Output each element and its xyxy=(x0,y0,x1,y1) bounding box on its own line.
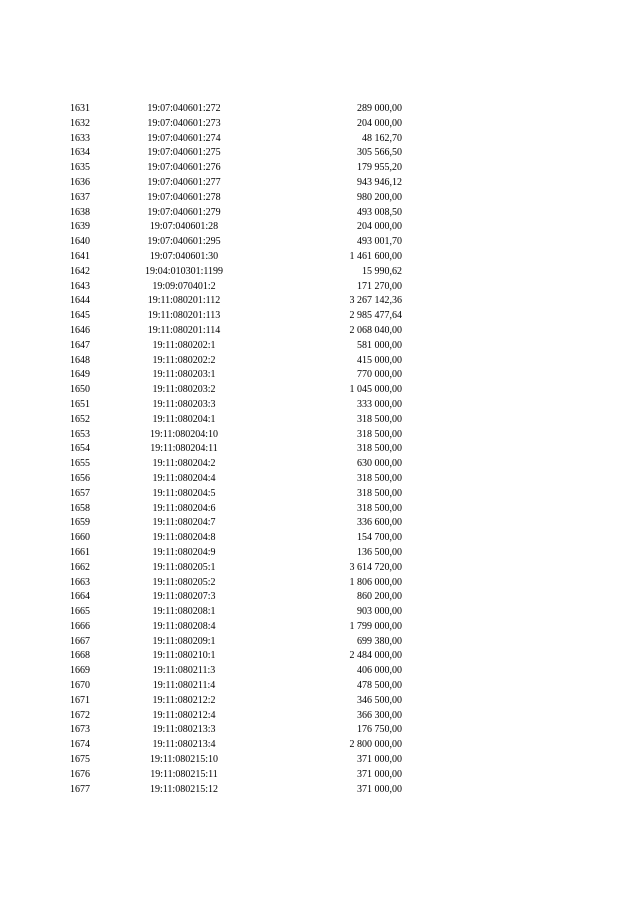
cadastral-number: 19:11:080204:11 xyxy=(150,443,218,455)
cadastral-value: 1 461 600,00 xyxy=(349,250,402,262)
cadastral-number: 19:11:080215:11 xyxy=(150,768,218,780)
table-row xyxy=(0,649,640,664)
table-row xyxy=(0,768,640,783)
table-row xyxy=(0,250,640,265)
row-number: 1645 xyxy=(70,310,90,322)
row-number: 1647 xyxy=(70,339,90,351)
cadastral-number: 19:11:080205:2 xyxy=(152,576,216,588)
cadastral-number: 19:11:080208:4 xyxy=(152,620,216,632)
row-number: 1656 xyxy=(70,472,90,484)
cadastral-number: 19:11:080212:4 xyxy=(152,709,216,721)
cadastral-value: 943 946,12 xyxy=(357,176,402,188)
row-number: 1660 xyxy=(70,532,90,544)
row-number: 1658 xyxy=(70,502,90,514)
cadastral-value: 1 799 000,00 xyxy=(349,620,402,632)
table-row xyxy=(0,368,640,383)
row-number: 1676 xyxy=(70,768,90,780)
cadastral-value: 371 000,00 xyxy=(357,783,402,795)
row-number: 1677 xyxy=(70,783,90,795)
row-number: 1642 xyxy=(70,265,90,277)
cadastral-value: 336 600,00 xyxy=(357,517,402,529)
row-number: 1638 xyxy=(70,206,90,218)
cadastral-value: 493 001,70 xyxy=(357,236,402,248)
row-number: 1659 xyxy=(70,517,90,529)
row-number: 1636 xyxy=(70,176,90,188)
table-row xyxy=(0,176,640,191)
cadastral-number: 19:11:080208:1 xyxy=(152,606,216,618)
cadastral-value: 333 000,00 xyxy=(357,398,402,410)
cadastral-number: 19:07:040601:278 xyxy=(147,191,221,203)
cadastral-value: 770 000,00 xyxy=(357,369,402,381)
cadastral-number: 19:07:040601:274 xyxy=(147,132,221,144)
cadastral-number: 19:07:040601:272 xyxy=(147,103,221,114)
table-row xyxy=(0,605,640,620)
row-number: 1654 xyxy=(70,443,90,455)
table-row xyxy=(0,502,640,517)
table-row xyxy=(0,206,640,221)
cadastral-value: 318 500,00 xyxy=(357,428,402,440)
cadastral-number: 19:11:080203:1 xyxy=(152,369,216,381)
cadastral-number: 19:11:080205:1 xyxy=(152,561,216,573)
cadastral-number: 19:11:080204:10 xyxy=(150,428,218,440)
cadastral-number: 19:11:080204:8 xyxy=(152,532,216,544)
table-row xyxy=(0,694,640,709)
table-row xyxy=(0,235,640,250)
row-number: 1653 xyxy=(70,428,90,440)
cadastral-value: 478 500,00 xyxy=(357,680,402,692)
cadastral-number: 19:11:080204:7 xyxy=(152,517,216,529)
cadastral-number: 19:09:070401:2 xyxy=(152,280,216,292)
table-row xyxy=(0,398,640,413)
cadastral-value: 2 985 477,64 xyxy=(349,310,402,322)
table-row xyxy=(0,723,640,738)
cadastral-value: 318 500,00 xyxy=(357,472,402,484)
row-number: 1661 xyxy=(70,546,90,558)
cadastral-value: 318 500,00 xyxy=(357,413,402,425)
cadastral-value: 406 000,00 xyxy=(357,665,402,677)
cadastral-number: 19:11:080215:12 xyxy=(150,783,218,795)
cadastral-value: 176 750,00 xyxy=(357,724,402,736)
cadastral-value: 136 500,00 xyxy=(357,546,402,558)
table-row xyxy=(0,783,640,798)
row-number: 1669 xyxy=(70,665,90,677)
cadastral-value: 2 068 040,00 xyxy=(349,324,402,336)
cadastral-value: 318 500,00 xyxy=(357,487,402,499)
cadastral-value: 581 000,00 xyxy=(357,339,402,351)
row-number: 1641 xyxy=(70,250,90,262)
table-row xyxy=(0,576,640,591)
table-row xyxy=(0,294,640,309)
row-number: 1635 xyxy=(70,162,90,174)
cadastral-number: 19:07:040601:277 xyxy=(147,176,221,188)
row-number: 1644 xyxy=(70,295,90,307)
cadastral-value: 860 200,00 xyxy=(357,591,402,603)
row-number: 1640 xyxy=(70,236,90,248)
cadastral-value-table xyxy=(0,102,640,797)
row-number: 1631 xyxy=(70,103,90,114)
row-number: 1667 xyxy=(70,635,90,647)
table-row xyxy=(0,324,640,339)
table-row xyxy=(0,339,640,354)
cadastral-value: 699 380,00 xyxy=(357,635,402,647)
cadastral-value: 3 614 720,00 xyxy=(349,561,402,573)
table-row xyxy=(0,590,640,605)
row-number: 1663 xyxy=(70,576,90,588)
cadastral-number: 19:11:080212:2 xyxy=(152,694,216,706)
cadastral-value: 371 000,00 xyxy=(357,768,402,780)
table-row xyxy=(0,161,640,176)
table-row xyxy=(0,309,640,324)
cadastral-number: 19:07:040601:28 xyxy=(149,221,219,233)
row-number: 1652 xyxy=(70,413,90,425)
row-number: 1643 xyxy=(70,280,90,292)
table-row xyxy=(0,428,640,443)
cadastral-number: 19:11:080207:3 xyxy=(152,591,216,603)
cadastral-value: 204 000,00 xyxy=(357,117,402,129)
row-number: 1650 xyxy=(70,384,90,396)
cadastral-value: 171 270,00 xyxy=(357,280,402,292)
cadastral-number: 19:11:080211:3 xyxy=(152,665,216,677)
cadastral-value: 366 300,00 xyxy=(357,709,402,721)
cadastral-value: 371 000,00 xyxy=(357,754,402,766)
table-row xyxy=(0,413,640,428)
table-row xyxy=(0,102,640,117)
cadastral-number: 19:07:040601:276 xyxy=(147,162,221,174)
cadastral-number: 19:11:080209:1 xyxy=(152,635,216,647)
cadastral-value: 493 008,50 xyxy=(357,206,402,218)
cadastral-number: 19:04:010301:1199 xyxy=(145,265,223,277)
cadastral-value: 1 045 000,00 xyxy=(349,384,402,396)
cadastral-number: 19:11:080204:4 xyxy=(152,472,216,484)
cadastral-value: 980 200,00 xyxy=(357,191,402,203)
row-number: 1673 xyxy=(70,724,90,736)
cadastral-value: 15 990,62 xyxy=(362,265,402,277)
row-number: 1639 xyxy=(70,221,90,233)
table-row xyxy=(0,472,640,487)
row-number: 1675 xyxy=(70,754,90,766)
row-number: 1665 xyxy=(70,606,90,618)
cadastral-value: 48 162,70 xyxy=(362,132,402,144)
table-row xyxy=(0,753,640,768)
table-row xyxy=(0,146,640,161)
cadastral-number: 19:07:040601:295 xyxy=(147,236,221,248)
cadastral-number: 19:11:080204:2 xyxy=(152,458,216,470)
row-number: 1634 xyxy=(70,147,90,159)
cadastral-number: 19:11:080204:6 xyxy=(152,502,216,514)
cadastral-number: 19:11:080201:113 xyxy=(147,310,221,322)
table-row xyxy=(0,635,640,650)
table-row xyxy=(0,738,640,753)
cadastral-number: 19:11:080203:3 xyxy=(152,398,216,410)
row-number: 1649 xyxy=(70,369,90,381)
cadastral-number: 19:11:080201:114 xyxy=(147,324,221,336)
row-number: 1668 xyxy=(70,650,90,662)
table-row xyxy=(0,132,640,147)
cadastral-value: 2 484 000,00 xyxy=(349,650,402,662)
table-row xyxy=(0,191,640,206)
row-number: 1672 xyxy=(70,709,90,721)
table-row xyxy=(0,487,640,502)
cadastral-number: 19:11:080204:9 xyxy=(152,546,216,558)
table-row xyxy=(0,354,640,369)
cadastral-number: 19:07:040601:273 xyxy=(147,117,221,129)
cadastral-value: 346 500,00 xyxy=(357,694,402,706)
cadastral-number: 19:11:080202:2 xyxy=(152,354,216,366)
cadastral-number: 19:07:040601:279 xyxy=(147,206,221,218)
cadastral-number: 19:07:040601:275 xyxy=(147,147,221,159)
row-number: 1670 xyxy=(70,680,90,692)
cadastral-value: 1 806 000,00 xyxy=(349,576,402,588)
row-number: 1632 xyxy=(70,117,90,129)
cadastral-value: 2 800 000,00 xyxy=(349,739,402,751)
cadastral-value: 179 955,20 xyxy=(357,162,402,174)
cadastral-value: 289 000,00 xyxy=(357,103,402,114)
cadastral-number: 19:11:080202:1 xyxy=(152,339,216,351)
cadastral-value: 415 000,00 xyxy=(357,354,402,366)
cadastral-value: 305 566,50 xyxy=(357,147,402,159)
row-number: 1671 xyxy=(70,694,90,706)
row-number: 1651 xyxy=(70,398,90,410)
cadastral-value: 318 500,00 xyxy=(357,443,402,455)
table-row xyxy=(0,280,640,295)
table-row xyxy=(0,457,640,472)
row-number: 1633 xyxy=(70,132,90,144)
table-row xyxy=(0,442,640,457)
row-number: 1664 xyxy=(70,591,90,603)
cadastral-number: 19:11:080203:2 xyxy=(152,384,216,396)
cadastral-number: 19:11:080213:3 xyxy=(152,724,216,736)
row-number: 1666 xyxy=(70,620,90,632)
cadastral-number: 19:11:080215:10 xyxy=(150,754,218,766)
table-row xyxy=(0,531,640,546)
cadastral-number: 19:11:080211:4 xyxy=(152,680,216,692)
table-row xyxy=(0,383,640,398)
row-number: 1648 xyxy=(70,354,90,366)
table-row xyxy=(0,516,640,531)
table-row xyxy=(0,265,640,280)
row-number: 1674 xyxy=(70,739,90,751)
cadastral-value: 3 267 142,36 xyxy=(349,295,402,307)
table-row xyxy=(0,117,640,132)
row-number: 1637 xyxy=(70,191,90,203)
cadastral-number: 19:11:080201:112 xyxy=(147,295,221,307)
cadastral-number: 19:11:080204:1 xyxy=(152,413,216,425)
cadastral-value: 318 500,00 xyxy=(357,502,402,514)
table-row xyxy=(0,709,640,724)
row-number: 1646 xyxy=(70,324,90,336)
table-row xyxy=(0,220,640,235)
table-row xyxy=(0,561,640,576)
table-row xyxy=(0,679,640,694)
row-number: 1657 xyxy=(70,487,90,499)
cadastral-number: 19:11:080204:5 xyxy=(152,487,216,499)
cadastral-value: 154 700,00 xyxy=(357,532,402,544)
cadastral-number: 19:07:040601:30 xyxy=(149,250,219,262)
cadastral-number: 19:11:080210:1 xyxy=(152,650,216,662)
row-number: 1662 xyxy=(70,561,90,573)
table-row xyxy=(0,620,640,635)
cadastral-value: 903 000,00 xyxy=(357,606,402,618)
table-row xyxy=(0,664,640,679)
cadastral-value: 204 000,00 xyxy=(357,221,402,233)
table-row xyxy=(0,546,640,561)
row-number: 1655 xyxy=(70,458,90,470)
cadastral-value: 630 000,00 xyxy=(357,458,402,470)
cadastral-number: 19:11:080213:4 xyxy=(152,739,216,751)
